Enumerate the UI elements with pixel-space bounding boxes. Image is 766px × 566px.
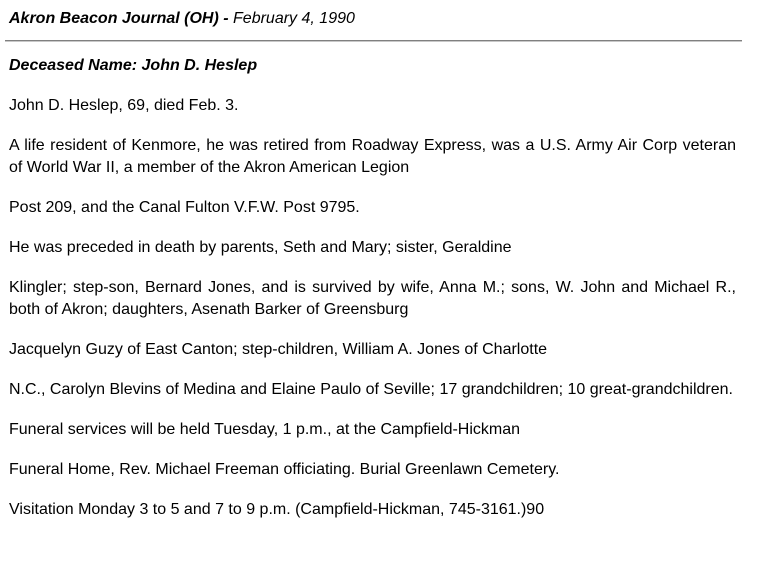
article-paragraph: A life resident of Kenmore, he was retired from Roadway Express, was a U.S. Army Air Corp veteran of World War II, a member of the Akron American Legion [9, 137, 736, 176]
article-paragraph: He was preceded in death by parents, Seth and Mary; sister, Geraldine [9, 239, 512, 256]
article-header [9, 9, 355, 29]
article-paragraph: Klingler; step-son, Bernard Jones, and is survived by wife, Anna M.; sons, W. John and Michael R., both of Akron; daughters, Asenath Barker of Greensburg [9, 279, 736, 318]
header-divider [5, 40, 742, 42]
publication-date: February 4, 1990 [233, 10, 355, 27]
article-paragraph: Visitation Monday 3 to 5 and 7 to 9 p.m. (Campfield-Hickman, 745-3161.)90 [9, 501, 545, 518]
article-paragraph: Funeral Home, Rev. Michael Freeman officiating. Burial Greenlawn Cemetery. [9, 461, 560, 478]
article-paragraph: N.C., Carolyn Blevins of Medina and Elaine Paulo of Seville; 17 grandchildren; 10 great-grandchildren. [9, 381, 733, 398]
article-paragraph: Post 209, and the Canal Fulton V.F.W. Post 9795. [9, 199, 360, 216]
header-separator: - [218, 10, 234, 27]
article-paragraph: Funeral services will be held Tuesday, 1 p.m., at the Campfield-Hickman [9, 421, 521, 438]
article-paragraph: John D. Heslep, 69, died Feb. 3. [9, 97, 239, 114]
article-body [9, 55, 736, 539]
article-paragraph: Jacquelyn Guzy of East Canton; step-children, William A. Jones of Charlotte [9, 341, 548, 358]
publication-name: Akron Beacon Journal (OH) [9, 10, 219, 27]
deceased-name: Deceased Name: John D. Heslep [9, 57, 258, 74]
